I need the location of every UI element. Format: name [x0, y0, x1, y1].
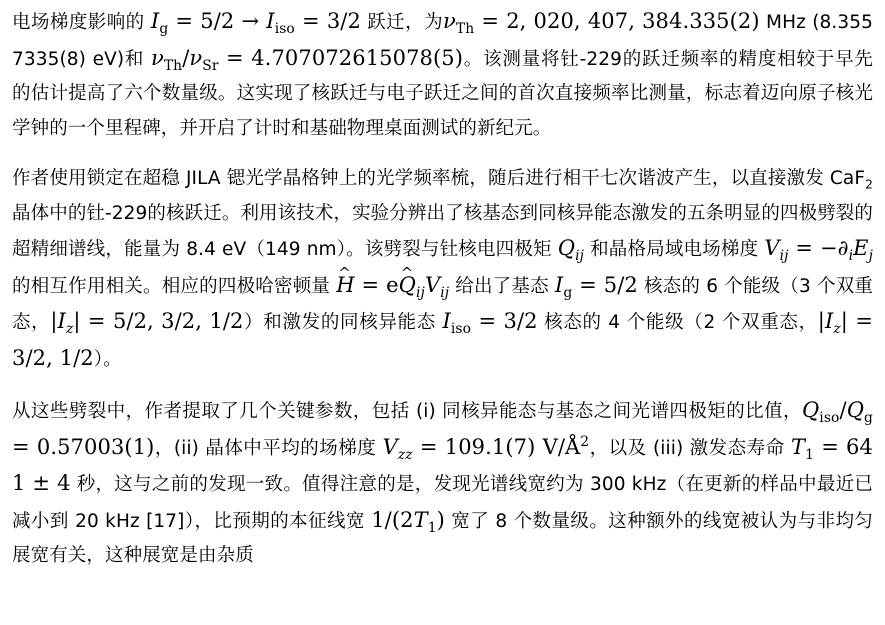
- math-vzz: $V_{zz} = 109.1(7)$ $V/Å^2$: [382, 433, 590, 463]
- text: ，以及 (iii) 激发态寿命: [589, 437, 791, 459]
- math-ig-2: $I_g = 5/2$: [554, 272, 638, 301]
- text: ，(ii) 晶体中平均的场梯度: [154, 437, 383, 459]
- math-nu-th: $\nu_{Th} = 2$, 020, 407, 384.335(2): [443, 9, 760, 38]
- math-ratio: $\nu_{Th}/\nu_{Sr} = 4.707072615078(5)$: [150, 45, 464, 74]
- text: 电场梯度影响的: [12, 12, 151, 33]
- text: 从这些劈裂中，作者提取了几个关键参数，包括 (i) 同核异能态与基态之间光谱四极矩的比值，: [12, 401, 802, 422]
- text: ）和激发的同核异能态: [243, 312, 443, 333]
- paragraph-method: [12, 162, 873, 377]
- math-iiso-2: $I_{iso} = 3/2$: [442, 309, 538, 338]
- text: 核态的 4 个能级（2 个双重态，: [537, 312, 818, 333]
- text: 宽了 8 个数量级。这种额外的线宽被认为与非均匀展宽有关，这种展宽是由杂质: [12, 510, 873, 566]
- text: 作者使用锁定在超稳 JILA 锶光学晶格钟上的光学频率梳，随后进行相干七次谐波产生，以直接激发 CaF: [12, 168, 866, 189]
- text: 秒，这与之前的发现一致。值得注意的是，发现光谱线宽约为 300 kHz（在更新的样品中最近已减小到 20 kHz [17]），比预期的本征线宽: [12, 474, 874, 532]
- math-iz-g: $|I_z| = 5/2$, 3/2, 1/2: [50, 309, 244, 338]
- math-iiso: $I_{iso} = 3/2$: [266, 9, 361, 38]
- math-ig: $I_g = 5/2$ →: [150, 9, 267, 38]
- math-iz-iso: $|I_z| = 3/2$, 1/2: [12, 309, 874, 370]
- math-hamiltonian: ^ H = e^ $Q_{ij}V_{ij}$: [336, 273, 449, 297]
- paragraph-parameters: [12, 393, 873, 574]
- text: ）。: [93, 348, 122, 370]
- subscript: 2: [865, 177, 873, 192]
- text: 。该测量将钍-229的跃迁频率的精度相较于早先的估计提高了六个数量级。这实现了核跃迁与电子跃迁之间的首次直接频率比测量，标志着迈向原子核光学钟的一个里程碑，并开启了计时和基础物理桌面测试的新纪元。: [12, 48, 873, 139]
- text: 给出了基态: [449, 275, 555, 297]
- text: 核态的 6 个能级（3 个双重态，: [12, 275, 874, 333]
- text: 晶体中的钍-229的核跃迁。利用该技术，实验分辨出了核基态到同核异能态激发的五条明显的四极劈裂的超精细谱线，能量为 8.4 eV（149 nm）。该劈裂与钍核电四极矩: [12, 202, 873, 260]
- text: 跃迁，为: [360, 12, 444, 33]
- math-q-ratio: $Q_{iso}/Q_g = 0.57003(1)$: [12, 398, 873, 459]
- paragraph-gap: [12, 146, 873, 162]
- text: 和晶格局域电场梯度: [584, 239, 765, 260]
- text: 的相互作用相关。相应的四极哈密顿量: [12, 275, 337, 297]
- math-vij: $V_{ij} = -\partial_iE_j$: [764, 236, 873, 265]
- math-linewidth: $1/(2T_1)$: [371, 507, 445, 536]
- paragraph-gap: [12, 377, 873, 393]
- text: MHz (8.3557335(8) eV)和: [12, 12, 873, 70]
- math-t1: $T_1 = 641 \pm 4$: [12, 434, 873, 495]
- math-qij: $Q_{ij}$: [557, 236, 585, 265]
- paragraph-result: [12, 4, 873, 146]
